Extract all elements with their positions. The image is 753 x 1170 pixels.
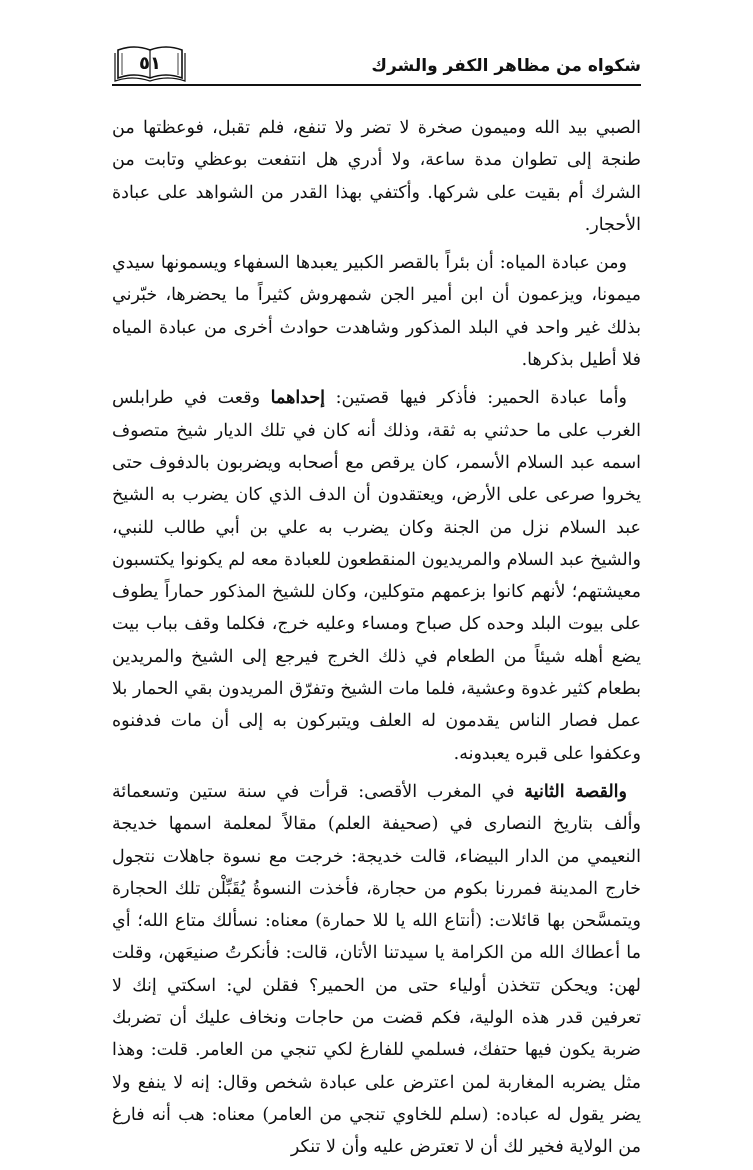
- paragraph-donkey-second-story: [112, 776, 641, 1164]
- paragraph-text-rest: في المغرب الأقصى: قرأت في سنة ستين وتسعمائة وألف بتاريخ النصارى في (صحيفة العلم) مقالاً لمعلمة اسمها خديجة النعيمي من الدار البيضاء، قالت خديجة: خرجت مع نسوة جاهلات نتجول خارج المدينة فمررنا بكوم من حجارة، فأخذت النسوةُ يُقَبِّلْن تلك الحجارة ويتمسَّحن بها قائلات: (أنتاع الله يا للا حمارة) معناه: نسألك متاع الله؛ أي ما أعطاك الله من الكرامة يا سيدتنا الأتان، قالت: فأنكرتُ صنيعَهن، وقلت لهن: ويحكن تتخذن أولياء حتى من الحمير؟ فقلن لي: اسكتي إنك لا تعرفين قدر هذه الولية، فكم قضت من حاجات ونخاف عليك أن تضربك ضربة يكون فيها حتفك، فسلمي للفارغ لكي تنجي من العامر. قلت: وهذا مثل يضربه المغاربة لمن اعترض على عبادة شخص وقال: إنه لا ينفع ولا يضر يقول له عباده: (سلم للخاوي تنجي من العامر) معناه: هب أنه فارغ من الولاية فخير لك أن لا تعترض عليه وأن لا تنكر: [112, 781, 641, 1158]
- paragraph-water-worship: [112, 247, 641, 376]
- body-text: [112, 112, 641, 1170]
- page-number-badge: [112, 42, 188, 84]
- bold-term-first: إحداهما: [270, 388, 326, 409]
- paragraph-stones-conclusion: [112, 112, 641, 241]
- paragraph-donkey-first-story: [112, 382, 641, 770]
- paragraph-text-rest: وقعت في طرابلس الغرب على ما حدثني به ثقة، وذلك أنه كان في تلك الديار شيخ متصوف اسمه عبد السلام الأسمر، كان يرقص مع أصحابه ويضربون بالدفوف حتى يخروا صرعى على الأرض، ويعتقدون أن الدف الذي كان يضرب به الشيخ عبد السلام نزل من الجنة وكان يضرب به علي بن أبي طالب للنبي، والشيخ عبد السلام والمريديون المنقطعون للعبادة معه لم يكونوا يكتسبون معيشتهم؛ لأنهم كانوا بزعمهم متوكلين، وكان للشيخ المذكور حماراً يطوف على بيوت البلد وحده كل صباح ومساء وعليه خرج، فكلما وقف بباب بيت يضع أهله شيئاً من الطعام في ذلك الخرج فيرجع إلى الشيخ والمريدين بطعام كثير غدوة وعشية، فلما مات الشيخ وتفرّق المريدون بقي الحمار بلا عمل فصار الناس يقدمون له العلف ويتبركون به إلى أن مات فدفنوه وعكفوا على قبره يعبدونه.: [112, 388, 641, 764]
- paragraph-text: الصبي بيد الله وميمون صخرة لا تضر ولا تنفع، فلم تقبل، فوعظتها من طنجة إلى تطوان مدة ساعة، ولا أدري هل انتفعت بوعظي وتابت من الشرك أم بقيت على شركها. وأكتفي بهذا القدر من الشواهد على عبادة الأحجار.: [112, 118, 641, 235]
- header-divider: [112, 84, 641, 86]
- paragraph-text: ومن عبادة المياه: أن بئراً بالقصر الكبير يعبدها السفهاء ويسمونها سيدي ميمونا، ويزعمون أن ابن أمير الجن شمهروش كثيراً ما يحضرها، خبّرني بذلك غير واحد في البلد المذكور وشاهدت حوادث أخرى من عبادة المياه فلا أطيل بذكرها.: [112, 253, 641, 371]
- page-number: ٥١: [139, 53, 161, 74]
- bold-term-second: والقصة الثانية: [524, 781, 627, 802]
- paragraph-text-start: وأما عبادة الحمير: فأذكر فيها قصتين:: [325, 388, 627, 409]
- running-header: [112, 40, 641, 90]
- running-title: شكواه من مظاهر الكفر والشرك: [371, 56, 641, 76]
